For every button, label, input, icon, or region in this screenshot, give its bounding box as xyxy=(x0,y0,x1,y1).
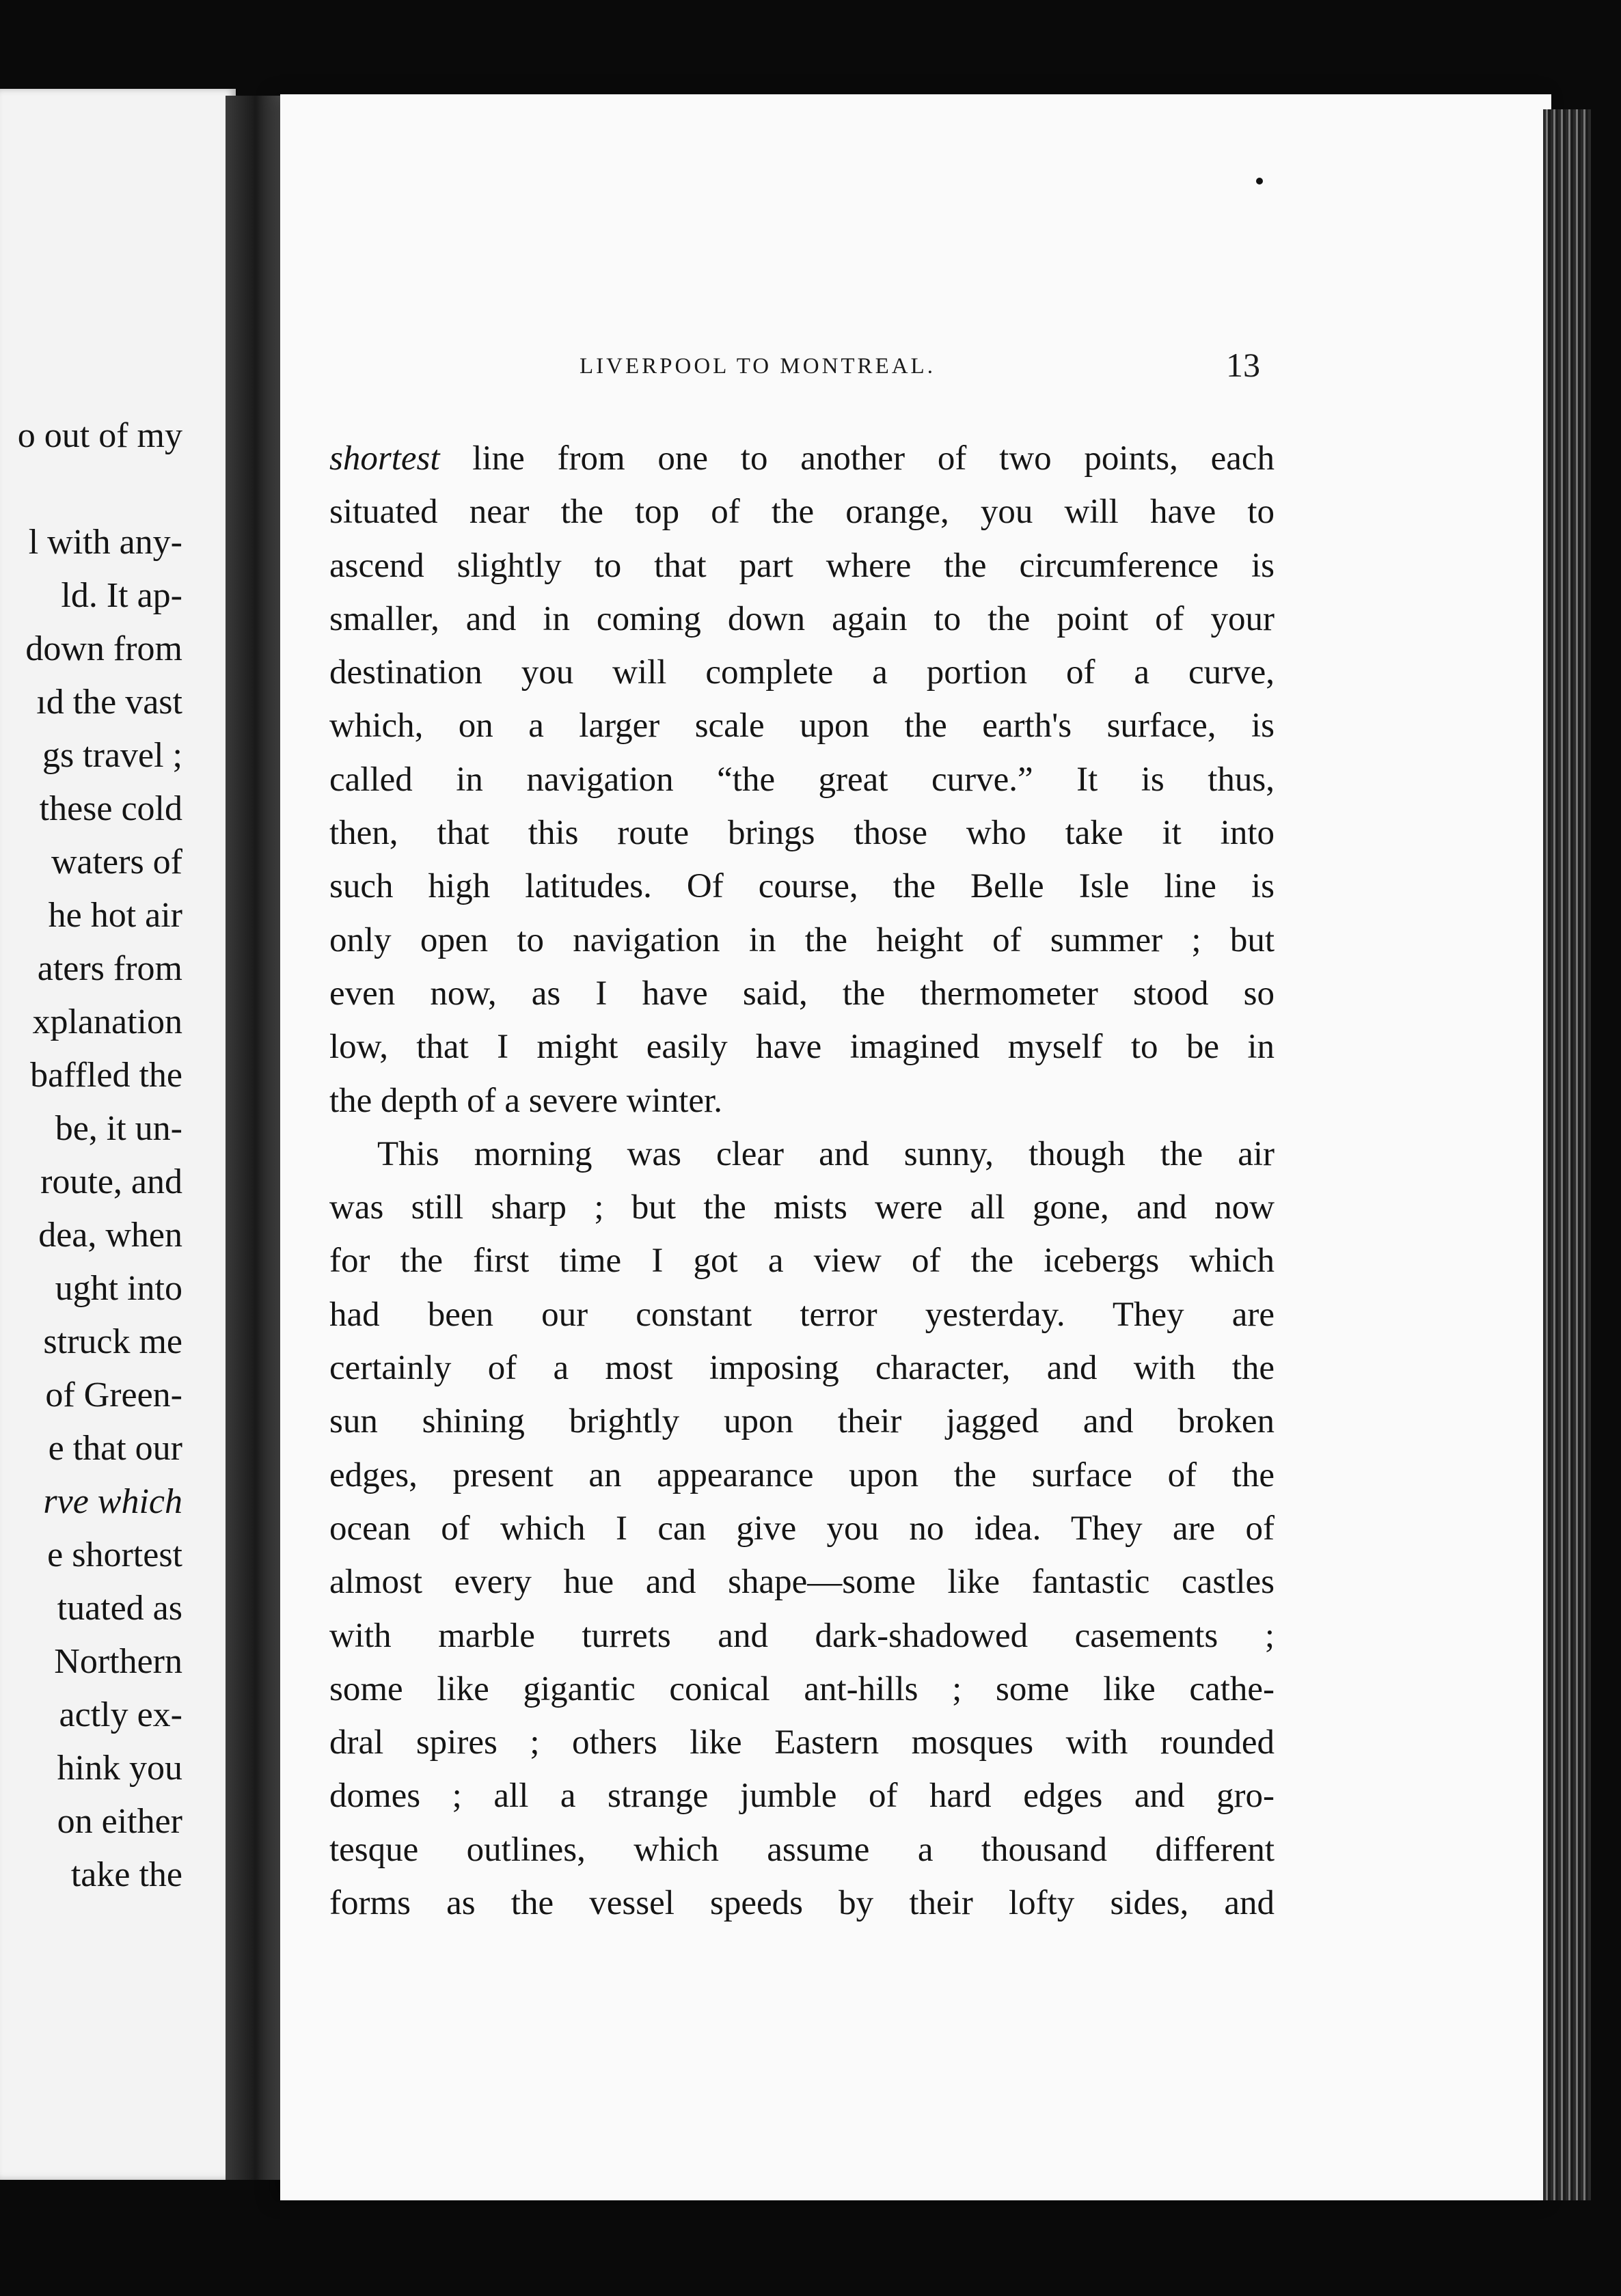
text-line: domes ; all a strange jumble of hard edges and gro- xyxy=(329,1777,1275,1816)
left-line: rve which xyxy=(43,1482,182,1521)
left-line: waters of xyxy=(51,843,182,882)
page-number: 13 xyxy=(1226,346,1260,384)
line-text: line from one to another of two points, each xyxy=(439,439,1275,478)
text-line: which, on a larger scale upon the earth's surface, is xyxy=(329,707,1275,746)
text-line: even now, as I have said, the thermometer stood so xyxy=(329,974,1275,1013)
left-line: gs travel ; xyxy=(42,736,182,775)
text-line: with marble turrets and dark-shadowed casements ; xyxy=(329,1616,1275,1655)
left-line: take the xyxy=(70,1855,182,1894)
left-line: baffled the xyxy=(30,1056,182,1095)
text-line: edges, present an appearance upon the surface of the xyxy=(329,1456,1275,1494)
ink-speck xyxy=(1256,178,1263,184)
page-edges xyxy=(1543,109,1591,2200)
text-line: sun shining brightly upon their jagged and broken xyxy=(329,1402,1275,1441)
left-line: e shortest xyxy=(47,1535,182,1574)
left-page xyxy=(0,89,236,2180)
left-line: xplanation xyxy=(32,1002,182,1041)
text-line: certainly of a most imposing character, and with the xyxy=(329,1349,1275,1388)
left-line: actly ex- xyxy=(59,1695,182,1734)
text-line: smaller, and in coming down again to the point of your xyxy=(329,599,1275,638)
text-line: dral spires ; others like Eastern mosques with rounded xyxy=(329,1723,1275,1762)
left-line: these cold xyxy=(39,789,182,828)
left-line: ld. It ap- xyxy=(61,576,182,615)
text-line: low, that I might easily have imagined myself to be in xyxy=(329,1028,1275,1067)
left-line: ıd the vast xyxy=(36,683,182,722)
left-page-text xyxy=(0,89,236,2180)
text-line: was still sharp ; but the mists were all gone, and now xyxy=(329,1188,1275,1227)
left-line: aters from xyxy=(37,949,182,988)
left-line: tuated as xyxy=(57,1589,182,1628)
text-line: only open to navigation in the height of summer ; but xyxy=(329,920,1275,959)
text-line: called in navigation “the great curve.” It is thus, xyxy=(329,760,1275,799)
text-line: This morning was clear and sunny, though the air xyxy=(377,1134,1275,1173)
left-line: on either xyxy=(57,1802,182,1841)
left-line: dea, when xyxy=(38,1216,182,1255)
left-line: o out of my xyxy=(17,416,182,455)
left-line: e that our xyxy=(48,1429,182,1468)
left-line: of Green- xyxy=(45,1376,182,1414)
text-line: almost every hue and shape—some like fantastic castles xyxy=(329,1563,1275,1602)
text-line: some like gigantic conical ant-hills ; some like cathe- xyxy=(329,1669,1275,1708)
text-line: for the first time I got a view of the icebergs which xyxy=(329,1242,1275,1281)
text-line: the depth of a severe winter. xyxy=(329,1081,722,1120)
left-line: down from xyxy=(25,629,182,668)
text-line: forms as the vessel speeds by their lofty sides, and xyxy=(329,1884,1275,1923)
text-line: ascend slightly to that part where the circumference is xyxy=(329,546,1275,585)
left-line: route, and xyxy=(40,1162,182,1201)
text-line: tesque outlines, which assume a thousand different xyxy=(329,1830,1275,1869)
left-line: l with any- xyxy=(28,523,182,562)
left-line: ught into xyxy=(55,1269,182,1308)
left-line: struck me xyxy=(43,1322,182,1361)
italic-word: shortest xyxy=(329,439,440,478)
text-line xyxy=(329,432,1275,485)
left-line: he hot air xyxy=(48,896,182,935)
left-line: be, it un- xyxy=(55,1109,182,1148)
text-line: such high latitudes. Of course, the Belle Isle line is xyxy=(329,867,1275,906)
left-line: Northern xyxy=(54,1642,182,1681)
left-line: hink you xyxy=(57,1749,182,1788)
running-head: LIVERPOOL TO MONTREAL. xyxy=(580,354,936,379)
body-text xyxy=(329,432,1275,1930)
text-line: had been our constant terror yesterday. They are xyxy=(329,1295,1275,1334)
text-line: situated near the top of the orange, you will have to xyxy=(329,493,1275,532)
text-line: destination you will complete a portion of a curve, xyxy=(329,653,1275,692)
text-line: ocean of which I can give you no idea. They are of xyxy=(329,1509,1275,1548)
text-line: then, that this route brings those who take it into xyxy=(329,814,1275,853)
